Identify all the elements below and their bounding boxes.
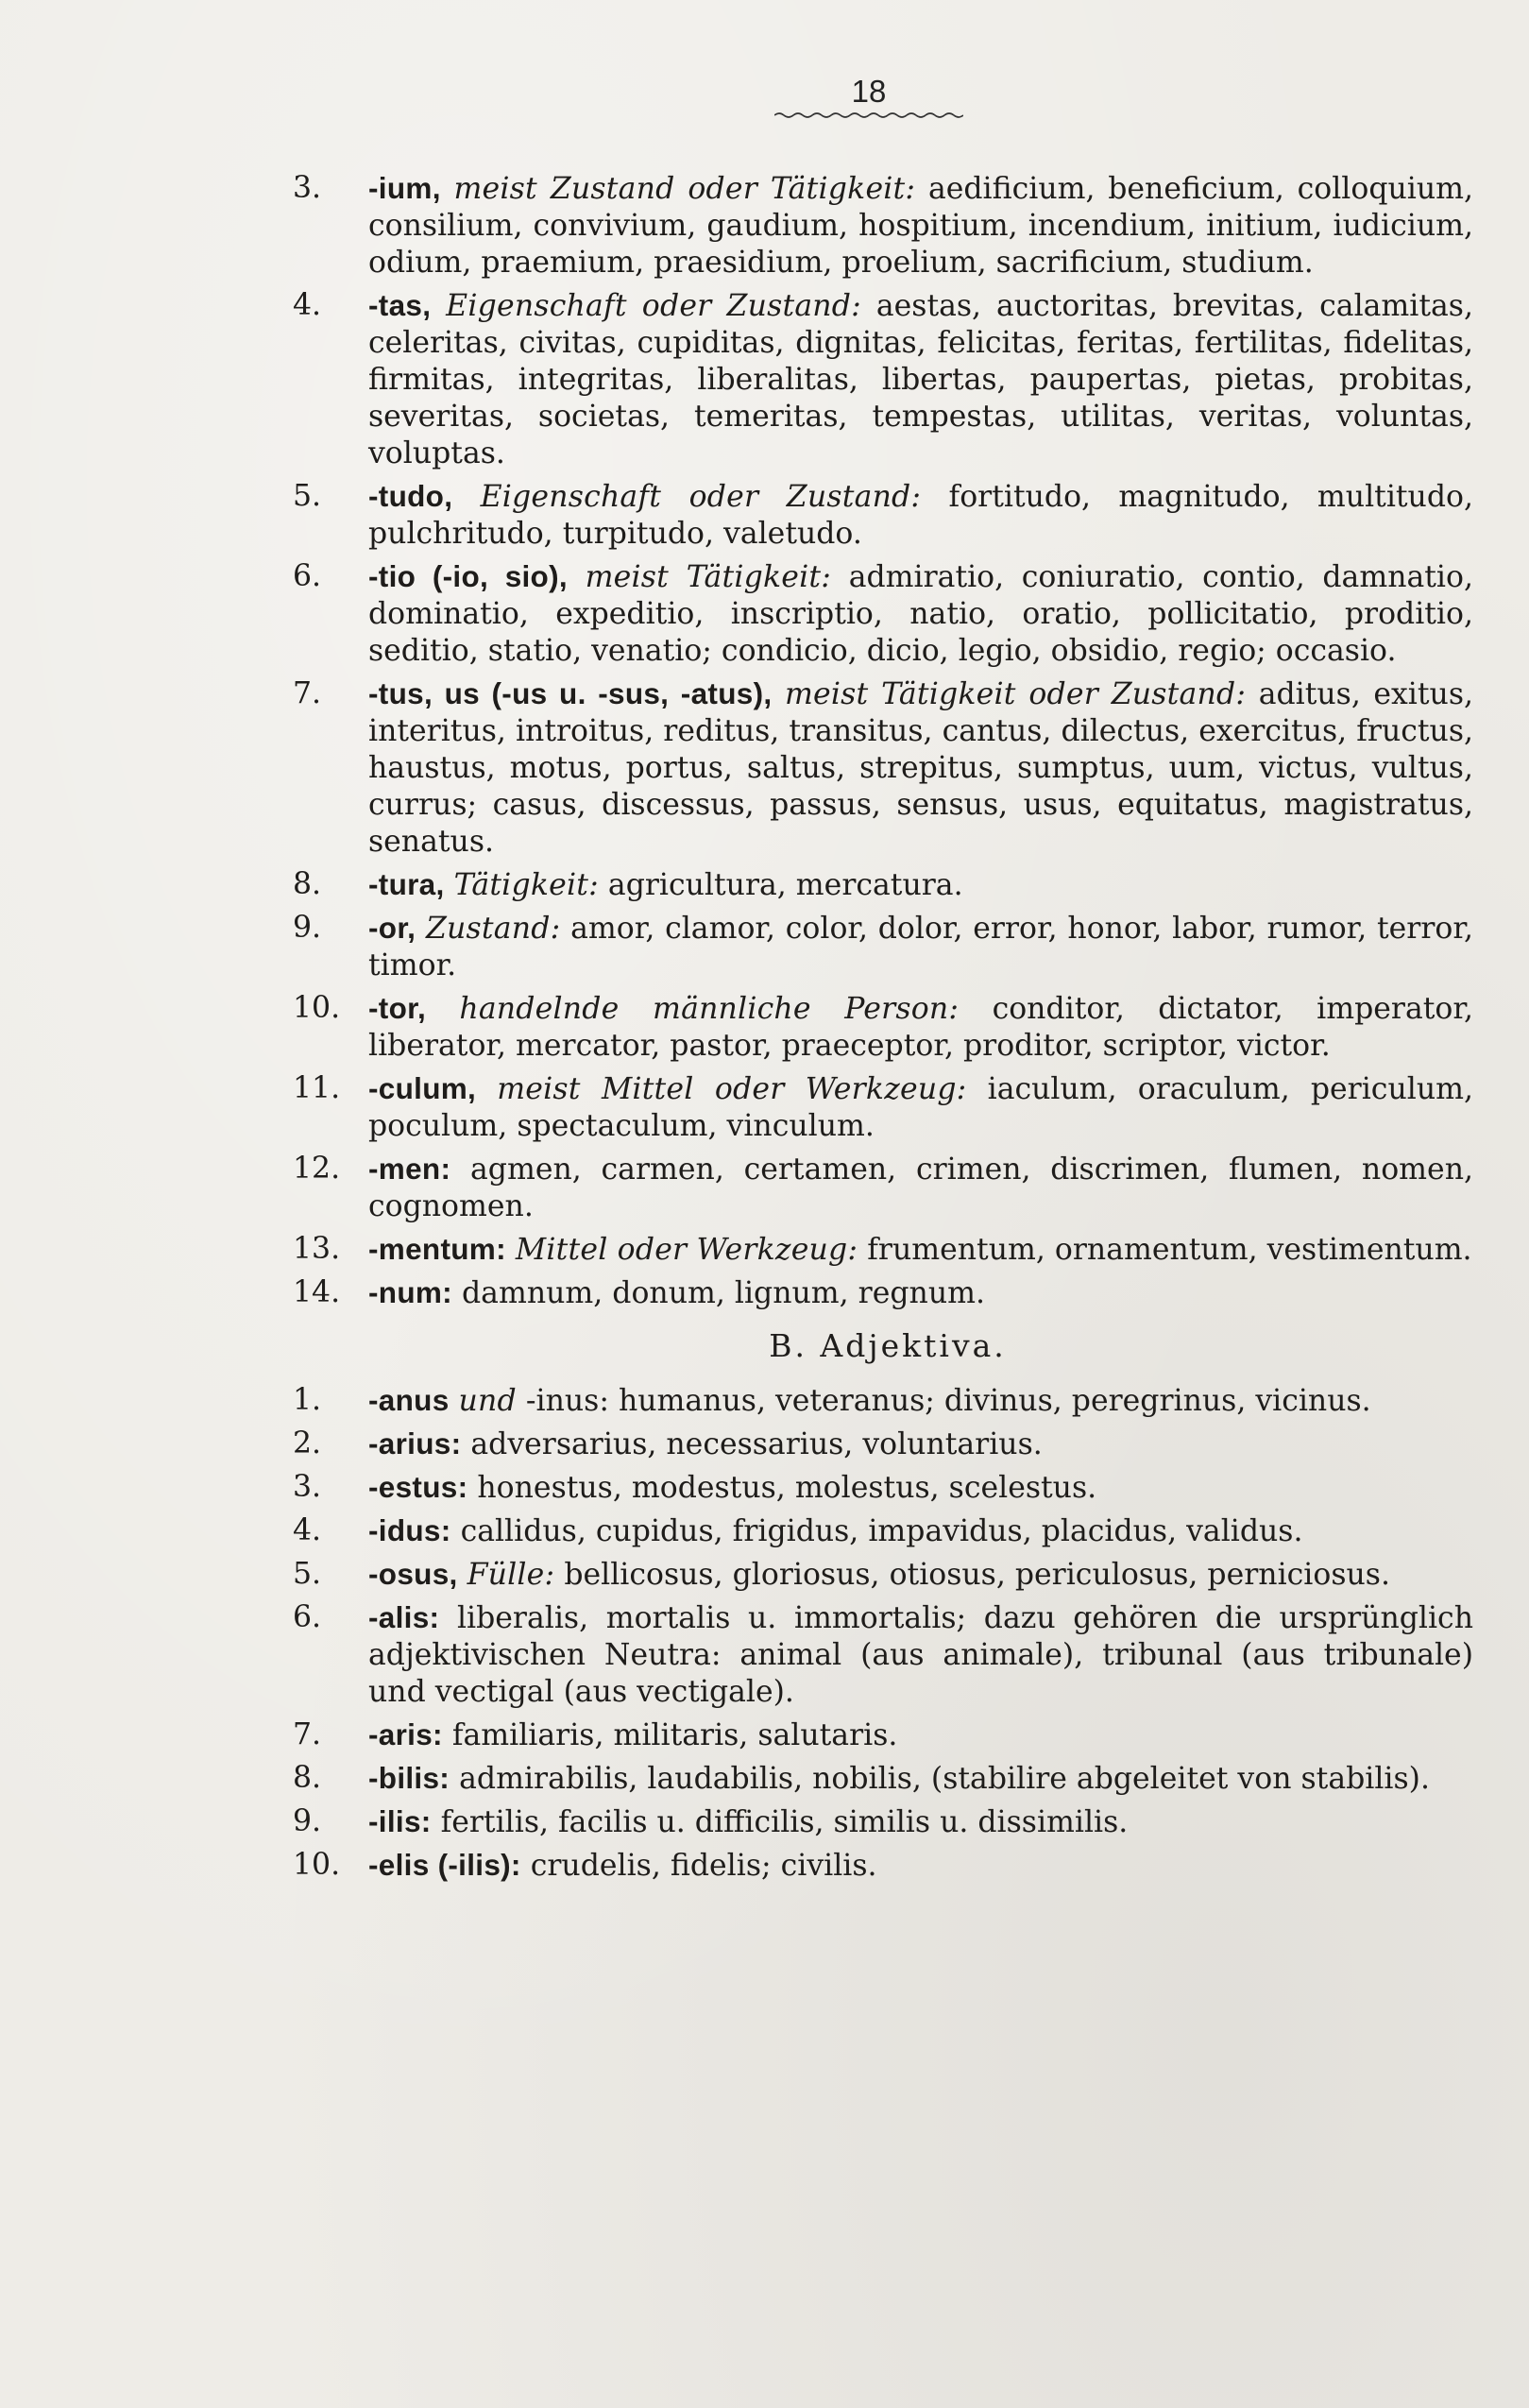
suffix-label: -idus: (368, 1513, 451, 1547)
suffix-label: -bilis: (368, 1761, 450, 1795)
item-number: 7. (293, 1717, 322, 1751)
example-words: agmen, carmen, certamen, crimen, discrimen, flumen, nomen, cognomen. (368, 1153, 1473, 1223)
example-words: -inus: humanus, veteranus; divinus, peregrinus, vicinus. (525, 1384, 1371, 1418)
example-words: aditus, exitus, interitus, introitus, reditus, transitus, cantus, dilectus, exercitus, fructus, haustus, motus, portus, saltus, strepitus, sumptus, uum, victus, vultus, currus; casus, discessus, passus, sensus, usus, equitatus, magistratus, senatus. (368, 677, 1474, 859)
example-words: frumentum, ornamentum, vestimentum. (867, 1233, 1472, 1267)
suffix-label: -culum, (368, 1071, 477, 1105)
suffix-label: -arius: (368, 1426, 462, 1460)
item-number: 12. (293, 1152, 341, 1186)
suffix-label: -mentum: (368, 1232, 506, 1266)
suffix-label: -tio (-io, sio), (368, 559, 568, 593)
meaning-gloss: und (458, 1384, 517, 1418)
item-number: 2. (293, 1426, 322, 1460)
list-item (293, 1847, 1473, 1885)
example-words: damnum, donum, lignum, regnum. (462, 1276, 985, 1310)
list-item (293, 1070, 1473, 1145)
example-words: aestas, auctoritas, brevitas, calamitas, celeritas, civitas, cupiditas, dignitas, felicitas, feritas, fertilitas, fidelitas, firmitas, integritas, liberalitas, libertas, paupertas, pietas, probitas, severitas, societas, temeritas, tempestas, utilitas, veritas, voluntas, voluptas. (368, 289, 1473, 470)
example-words: amor, clamor, color, dolor, error, honor, labor, rumor, terror, timor. (368, 912, 1473, 982)
example-words: conditor, dictator, imperator, liberator, mercator, pastor, praeceptor, proditor, scriptor, victor. (368, 992, 1473, 1063)
list-item (293, 1803, 1473, 1841)
list-item (293, 558, 1473, 670)
item-number: 4. (293, 1513, 322, 1547)
item-number: 6. (293, 559, 322, 593)
suffix-label: -or, (368, 911, 416, 945)
meaning-gloss: meist Zustand oder Tätigkeit: (453, 172, 916, 206)
item-number: 5. (293, 479, 322, 513)
item-number: 3. (293, 1470, 322, 1504)
list-item (293, 990, 1473, 1065)
meaning-gloss: handelnde männliche Person: (459, 992, 960, 1026)
item-number: 1. (293, 1383, 322, 1417)
page-number-ornament (774, 111, 963, 119)
list-item (293, 1716, 1473, 1754)
item-number: 9. (293, 1804, 322, 1838)
example-words: aedificium, beneficium, colloquium, consilium, convivium, gaudium, hospitium, incendium, initium, iudicium, odium, praemium, praesidium, proelium, sacrificium, studium. (368, 172, 1474, 280)
item-number: 3. (293, 171, 322, 205)
example-words: crudelis, fidelis; civilis. (530, 1849, 877, 1883)
item-number: 4. (293, 288, 322, 322)
list-item (293, 1231, 1473, 1269)
meaning-gloss: Eigenschaft oder Zustand: (480, 480, 922, 514)
suffix-label: -aris: (368, 1717, 443, 1751)
example-words: callidus, cupidus, frigidus, impavidus, placidus, validus. (460, 1514, 1303, 1548)
suffix-label: -alis: (368, 1600, 440, 1634)
item-number: 13. (293, 1232, 341, 1266)
suffix-label: -ilis: (368, 1804, 432, 1838)
example-words: liberalis, mortalis u. immortalis; dazu gehören die ursprünglich adjektivischen Neutra: animal (aus animale), tribunal (aus tribunale) und vectigal (aus vectigale). (368, 1601, 1473, 1709)
list-item (293, 1151, 1473, 1225)
meaning-gloss: meist Tätigkeit oder Zustand: (784, 677, 1247, 711)
suffix-label: -tor, (368, 991, 426, 1025)
list-item (293, 1426, 1473, 1463)
item-number: 8. (293, 1761, 322, 1795)
list-item (293, 1274, 1473, 1312)
example-words: adversarius, necessarius, voluntarius. (470, 1427, 1043, 1461)
item-number: 7. (293, 676, 322, 710)
example-words: honestus, modestus, molestus, scelestus. (477, 1471, 1097, 1505)
suffix-label: -tas, (368, 288, 432, 322)
example-words: admirabilis, laudabilis, nobilis, (stabilire abgeleitet von stabilis). (459, 1762, 1430, 1796)
list-item (293, 866, 1473, 904)
meaning-gloss: Zustand: (425, 912, 561, 946)
item-number: 6. (293, 1600, 322, 1634)
list-item (293, 478, 1473, 553)
list-item (293, 1382, 1473, 1420)
list-item (293, 1760, 1473, 1798)
suffix-label: -tura, (368, 867, 445, 901)
item-number: 8. (293, 867, 322, 901)
meaning-gloss: Mittel oder Werkzeug: (515, 1233, 858, 1267)
item-number: 9. (293, 911, 322, 945)
example-words: bellicosus, gloriosus, otiosus, periculosus, perniciosus. (564, 1558, 1390, 1592)
suffix-label: -elis (-ilis): (368, 1848, 521, 1882)
item-number: 10. (293, 991, 341, 1025)
item-number: 11. (293, 1071, 341, 1105)
list-item (293, 1556, 1473, 1594)
example-words: fortitudo, magnitudo, multitudo, pulchritudo, turpitudo, valetudo. (368, 480, 1473, 551)
example-words: admiratio, coniuratio, contio, damnatio, dominatio, expeditio, inscriptio, natio, oratio, pollicitatio, proditio, seditio, statio, venatio; condicio, dicio, legio, obsidio, regio; occasio. (368, 560, 1473, 668)
item-number: 10. (293, 1848, 341, 1882)
list-item (293, 170, 1474, 282)
item-number: 5. (293, 1557, 322, 1591)
list-item (293, 1469, 1473, 1507)
list-item (293, 1512, 1473, 1550)
document-body (293, 170, 1474, 1890)
meaning-gloss: Fülle: (467, 1558, 555, 1592)
section-heading: B. Adjektiva. (769, 1327, 1007, 1364)
suffix-label: -num: (368, 1275, 452, 1309)
example-words: iaculum, oraculum, periculum, poculum, spectaculum, vinculum. (368, 1072, 1473, 1143)
page-number: 18 (851, 74, 887, 109)
adjective-suffix-list (293, 1382, 1473, 1885)
suffix-label: -estus: (368, 1470, 468, 1504)
meaning-gloss: meist Tätigkeit: (585, 560, 832, 594)
suffix-label: -ium, (368, 171, 441, 205)
noun-suffix-list (293, 170, 1474, 1312)
suffix-label: -tudo, (368, 479, 453, 513)
list-item (293, 910, 1473, 984)
list-item (293, 675, 1474, 861)
meaning-gloss: meist Mittel oder Werkzeug: (497, 1072, 967, 1106)
list-item (293, 1599, 1473, 1711)
list-item (293, 287, 1473, 472)
suffix-label: -osus, (368, 1557, 458, 1591)
example-words: familiaris, militaris, salutaris. (451, 1718, 898, 1752)
suffix-label: -tus, us (-us u. -sus, -atus), (368, 676, 773, 710)
item-number: 14. (293, 1275, 341, 1309)
example-words: fertilis, facilis u. difficilis, similis u. dissimilis. (440, 1805, 1129, 1839)
suffix-label: -anus (368, 1383, 450, 1417)
meaning-gloss: Tätigkeit: (453, 868, 599, 902)
meaning-gloss: Eigenschaft oder Zustand: (446, 289, 861, 323)
suffix-label: -men: (368, 1152, 451, 1186)
example-words: agricultura, mercatura. (607, 868, 963, 902)
